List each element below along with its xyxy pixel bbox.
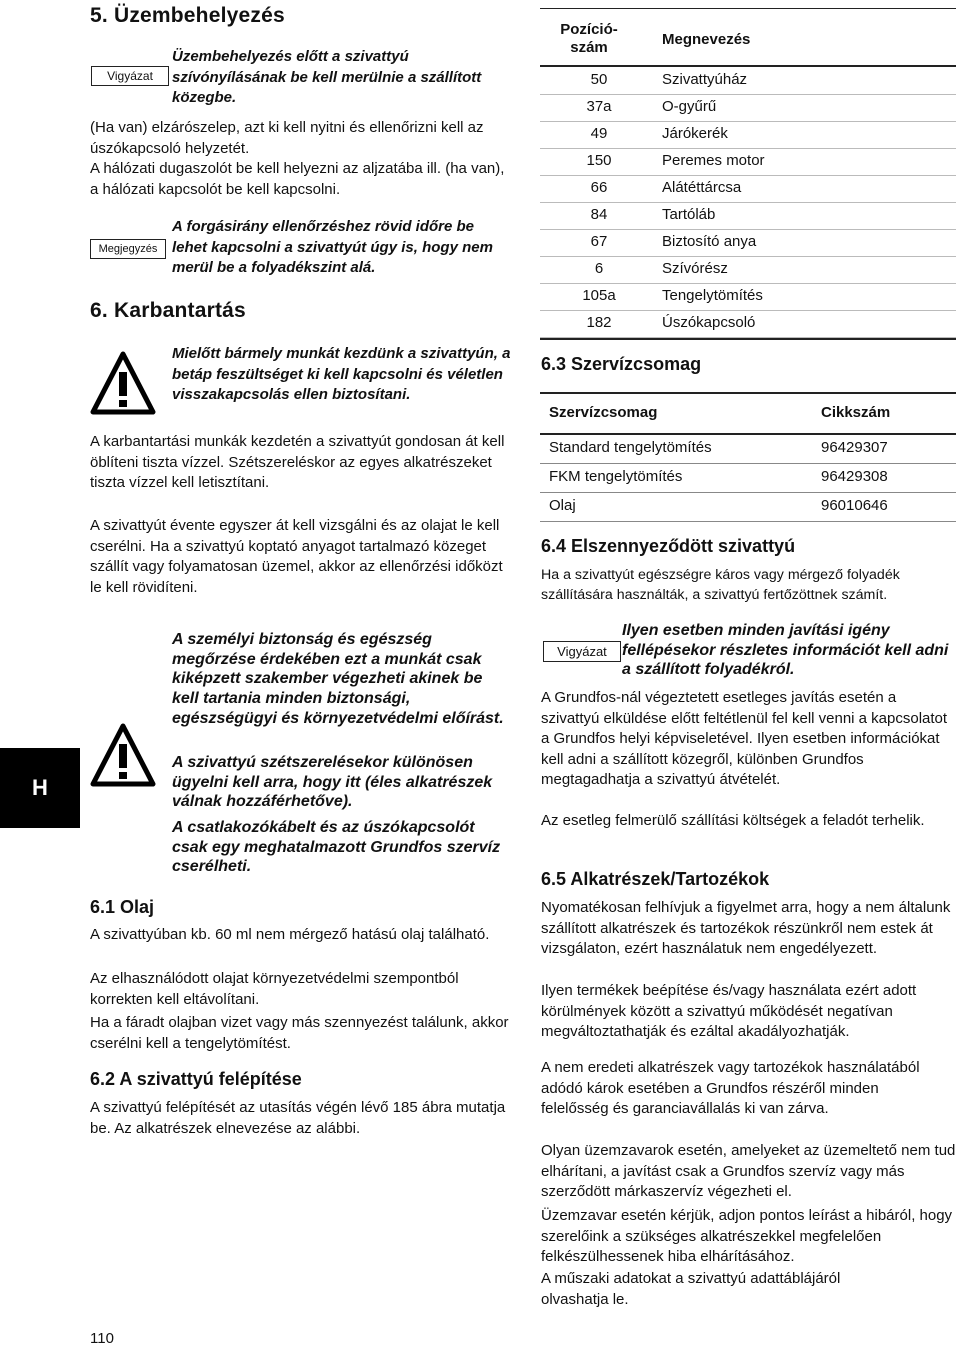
- position-number: 150: [586, 152, 612, 169]
- section-6-3-title: 6.3 Szervízcsomag: [541, 354, 702, 374]
- section-6-2-title: 6.2 A szivattyú felépítése: [90, 1069, 302, 1089]
- paragraph: (Ha van) elzárószelep, azt ki kell nyitni és ellenőrizni kell az úszókapcsoló helyzetét.: [90, 119, 484, 157]
- warning-text: Mielőtt bármely munkát kezdünk a szivattyún, a betáp feszültséget ki kell kapcsolni és véletlen visszakapcsolás ellen biztosítani.: [172, 345, 511, 403]
- paragraph: A karbantartási munkák kezdetén a szivattyút gondosan át kell öblíteni tiszta vízzel. Szétszereléskor az egyes alkatrészeket tiszta vízzel kell letisztítani.: [90, 433, 505, 491]
- part-name: Úszókapcsoló: [662, 314, 756, 331]
- paragraph: A szivattyút évente egyszer át kell vizsgálni és az olajat le kell cserélni. Ha a szivattyú koptató anyagot tartalmazó közeget szállít vagy folyamatosan üzemel, akkor az ellenőrzési időközt le kell rövidíteni.: [90, 517, 503, 596]
- paragraph: A Grundfos-nál végeztetett esetleges javítás esetén a szivattyú elküldése előtt feltétlenül fel kell venni a kapcsolatot a Grundfos helyi képviseletével. Ilyen esetben információkat kell adni a szállított közegről, különben Grundfos megtagadhatja a szivattyú átvételét.: [541, 689, 948, 788]
- note-label: Megjegyzés: [90, 239, 166, 259]
- part-number: 96429308: [821, 468, 888, 485]
- table-row: [540, 148, 956, 176]
- section-6-1-title: 6.1 Olaj: [90, 897, 155, 917]
- paragraph: A nem eredeti alkatrészek vagy tartozékok használatából adódó károk esetében a Grundfos részéről minden felelősség és garanciavállalás ki van zárva.: [541, 1059, 920, 1117]
- part-name: Szivattyúház: [662, 71, 748, 88]
- table-row: [540, 202, 956, 230]
- position-number: 67: [590, 233, 608, 250]
- position-number: 50: [590, 71, 608, 88]
- position-number: 6: [594, 260, 604, 277]
- table-row: [540, 492, 956, 522]
- paragraph: Ha a szivattyút egészségre káros vagy mérgező folyadék szállítására használták, a szivattyú fertőzöttnek számít.: [541, 567, 900, 603]
- table-row: [540, 463, 956, 493]
- section-5-title: 5. Üzembehelyezés: [90, 4, 285, 27]
- table-row: [540, 283, 956, 311]
- table-row: [540, 121, 956, 149]
- part-name: O-gyűrű: [662, 98, 717, 115]
- part-name: Szívórész: [662, 260, 728, 277]
- service-kit-name: FKM tengelytömítés: [549, 468, 683, 485]
- paragraph: A hálózati dugaszolót be kell helyezni az aljzatába ill. (ha van), a hálózati kapcsolót be kell kapcsolni.: [90, 160, 505, 198]
- paragraph: A szivattyú felépítését az utasítás végén lévő 185 ábra mutatja be. Az alkatrészek elnevezése az alábbi.: [90, 1099, 506, 1137]
- warning-label: Vigyázat: [543, 641, 621, 662]
- language-tab: H: [0, 748, 80, 828]
- table-bottom-rule: [540, 338, 956, 340]
- note-text: A forgásirány ellenőrzéshez rövid időre be lehet kapcsolni a szivattyút úgy is, hogy nem merül be a folyadékszint alá.: [172, 218, 493, 276]
- section-6-title: 6. Karbantartás: [90, 299, 246, 322]
- column-header-service-kit: Szervízcsomag: [549, 404, 658, 421]
- column-header-name: Megnevezés: [662, 31, 751, 48]
- part-name: Tengelytömítés: [662, 287, 763, 304]
- part-number: 96010646: [821, 497, 888, 514]
- paragraph: Ha a fáradt olajban vizet vagy más szennyezést találunk, akkor cserélni kell a tengelytömítést.: [90, 1014, 509, 1052]
- part-number: 96429307: [821, 439, 888, 456]
- section-6-4-title: 6.4 Elszennyeződött szivattyú: [541, 536, 796, 556]
- paragraph: Az elhasználódott olajat környezetvédelmi szempontból korrekten kell eltávolítani.: [90, 970, 459, 1008]
- part-name: Biztosító anya: [662, 233, 757, 250]
- warning-triangle-icon: [90, 722, 156, 788]
- warning-text: Ilyen esetben minden javítási igény fellépésekor részletes információt kell adni a szállított folyadékról.: [622, 622, 949, 678]
- warning-text: Üzembehelyezés előtt a szivattyú szívónyílásának be kell merülnie a szállított közegbe.: [172, 48, 482, 106]
- table-row: [540, 67, 956, 95]
- position-number: 66: [590, 179, 608, 196]
- table-row: [540, 434, 956, 464]
- paragraph: Olyan üzemzavarok esetén, amelyeket az üzemeltető nem tud elhárítani, a javítást csak a Grundfos szervíz vagy más szerződött márkaszervíz végezheti el.: [541, 1142, 956, 1200]
- paragraph: Ilyen termékek beépítése és/vagy használata ezért adott körülmények között a szivattyú működését negatívan megváltoztathatják és ezáltal akadályozhatják.: [541, 982, 917, 1040]
- warning-label: Vigyázat: [91, 66, 169, 86]
- page-number: 110: [90, 1330, 114, 1347]
- position-number: 182: [586, 314, 612, 331]
- table-row: [540, 94, 956, 122]
- paragraph: Nyomatékosan felhívjuk a figyelmet arra, hogy a nem általunk szállított alkatrészek és tartozékok részünkről nem estek át vizsgálaton, ezért használatuk nem engedélyezett.: [541, 899, 951, 957]
- part-name: Alátéttárcsa: [662, 179, 742, 196]
- position-number: 49: [590, 125, 608, 142]
- service-table-header: [540, 392, 956, 435]
- position-number: 105a: [582, 287, 616, 304]
- table-row: [540, 310, 956, 338]
- warning-text: A csatlakozókábelt és az úszókapcsolót csak egy meghatalmazott Grundfos szervíz cserélheti.: [172, 819, 501, 876]
- part-name: Peremes motor: [662, 152, 765, 169]
- position-number: 37a: [586, 98, 612, 115]
- position-number: 84: [590, 206, 608, 223]
- part-name: Tartóláb: [662, 206, 716, 223]
- part-name: Járókerék: [662, 125, 728, 142]
- paragraph: A műszaki adatokat a szivattyú adattáblájáról olvashatja le.: [541, 1270, 841, 1308]
- paragraph: Az esetleg felmerülő szállítási költségek a feladót terhelik.: [541, 812, 925, 829]
- column-header-part-number: Cikkszám: [821, 404, 891, 421]
- paragraph: A szivattyúban kb. 60 ml nem mérgező hatású olaj található.: [90, 926, 490, 943]
- paragraph: Üzemzavar esetén kérjük, adjon pontos leírást a hibáról, hogy szerelőink a szükséges alkatrészekkel megfelelően felkészülhessenek hiba elhárításához.: [541, 1207, 953, 1265]
- section-6-5-title: 6.5 Alkatrészek/Tartozékok: [541, 869, 770, 889]
- parts-table-header: [540, 8, 956, 67]
- table-row: [540, 229, 956, 257]
- warning-text: A személyi biztonság és egészség megőrzése érdekében ezt a munkát csak kiképzett szakember végezheti akinek be kell tartania minden biztonsági, egészségügyi és környezetvédelmi előírást.: [172, 631, 504, 727]
- warning-text: A szivattyú szétszerelésekor különösen ügyelni kell arra, hogy itt (éles alkatrészek válnak hozzáférhetőve).: [172, 754, 493, 811]
- column-header-position: Pozíció-szám: [560, 21, 618, 56]
- service-kit-name: Olaj: [549, 497, 576, 514]
- warning-triangle-icon: [90, 350, 156, 416]
- table-row: [540, 175, 956, 203]
- table-row: [540, 256, 956, 284]
- service-kit-name: Standard tengelytömítés: [549, 439, 712, 456]
